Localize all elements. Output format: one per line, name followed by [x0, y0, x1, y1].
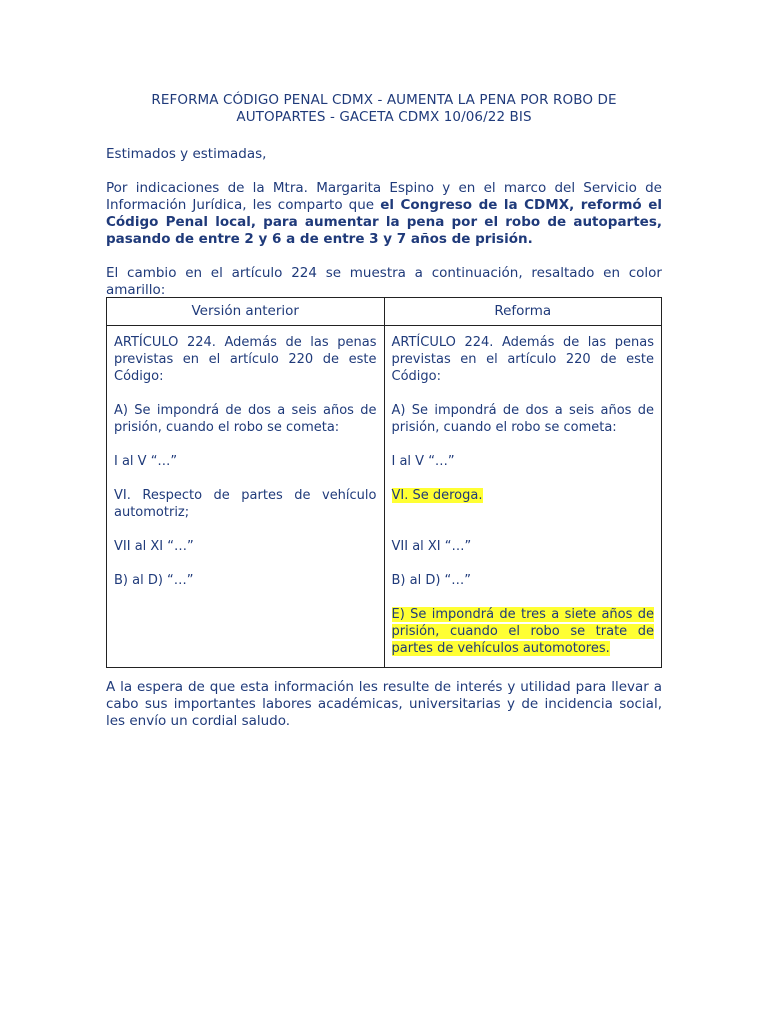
left-fractions-i-v: I al V “…” [114, 454, 178, 469]
right-article: ARTÍCULO 224. Además de las penas previstas en el artículo 220 de este Código: [391, 335, 654, 384]
comparison-table [106, 297, 662, 668]
document-title [106, 92, 662, 126]
left-article: ARTÍCULO 224. Además de las penas previstas en el artículo 220 de este Código: [114, 335, 377, 384]
title-line-2: AUTOPARTES - GACETA CDMX 10/06/22 BIS [236, 109, 532, 125]
left-fractions-vii-xi: VII al XI “…” [114, 539, 194, 554]
previous-version-cell [107, 326, 385, 668]
right-paragraph-e-wrap [392, 606, 655, 657]
intro-paragraph [106, 180, 662, 248]
title-line-1: REFORMA CÓDIGO PENAL CDMX - AUMENTA LA PENA POR ROBO DE [151, 92, 617, 108]
table-header-row [107, 298, 662, 326]
table-row [107, 326, 662, 668]
salutation: Estimados y estimadas, [106, 146, 267, 162]
left-fraction-vi: VI. Respecto de partes de vehículo automotriz; [114, 488, 377, 520]
intro-text: Por indicaciones de la Mtra. Margarita Espino y en el marco del Servicio de Información Jurídica, les comparto que [106, 180, 662, 213]
right-paragraphs-b-d: B) al D) “…” [391, 573, 472, 588]
closing-paragraph: A la espera de que esta información les resulte de interés y utilidad para llevar a cabo sus importantes labores académicas, universitarias y de incidencia social, les envío un cordial saludo. [106, 679, 662, 729]
left-paragraph-a: A) Se impondrá de dos a seis años de prisión, cuando el robo se cometa: [114, 403, 377, 435]
left-paragraphs-b-d: B) al D) “…” [114, 573, 194, 588]
reform-cell [384, 326, 662, 668]
right-fractions-vii-xi: VII al XI “…” [391, 539, 472, 554]
header-reform: Reforma [384, 298, 662, 326]
right-paragraph-a: A) Se impondrá de dos a seis años de prisión, cuando el robo se cometa: [391, 403, 654, 435]
right-paragraph-e-highlighted: E) Se impondrá de tres a siete años de prisión, cuando el robo se trate de partes de vehículos automotores. [391, 607, 654, 656]
right-fraction-vi-highlighted: VI. Se deroga. [391, 488, 483, 503]
header-previous-version: Versión anterior [107, 298, 385, 326]
right-fractions-i-v: I al V “…” [391, 454, 455, 469]
right-fraction-vi-wrap [392, 487, 655, 504]
change-description: El cambio en el artículo 224 se muestra a continuación, resaltado en color amarillo: [106, 265, 662, 298]
intro-bold-text: el Congreso de la CDMX, reformó el Código Penal local, para aumentar la pena por el robo de autopartes, pasando de entre 2 y 6 a de entre 3 y 7 años de prisión. [106, 197, 662, 247]
